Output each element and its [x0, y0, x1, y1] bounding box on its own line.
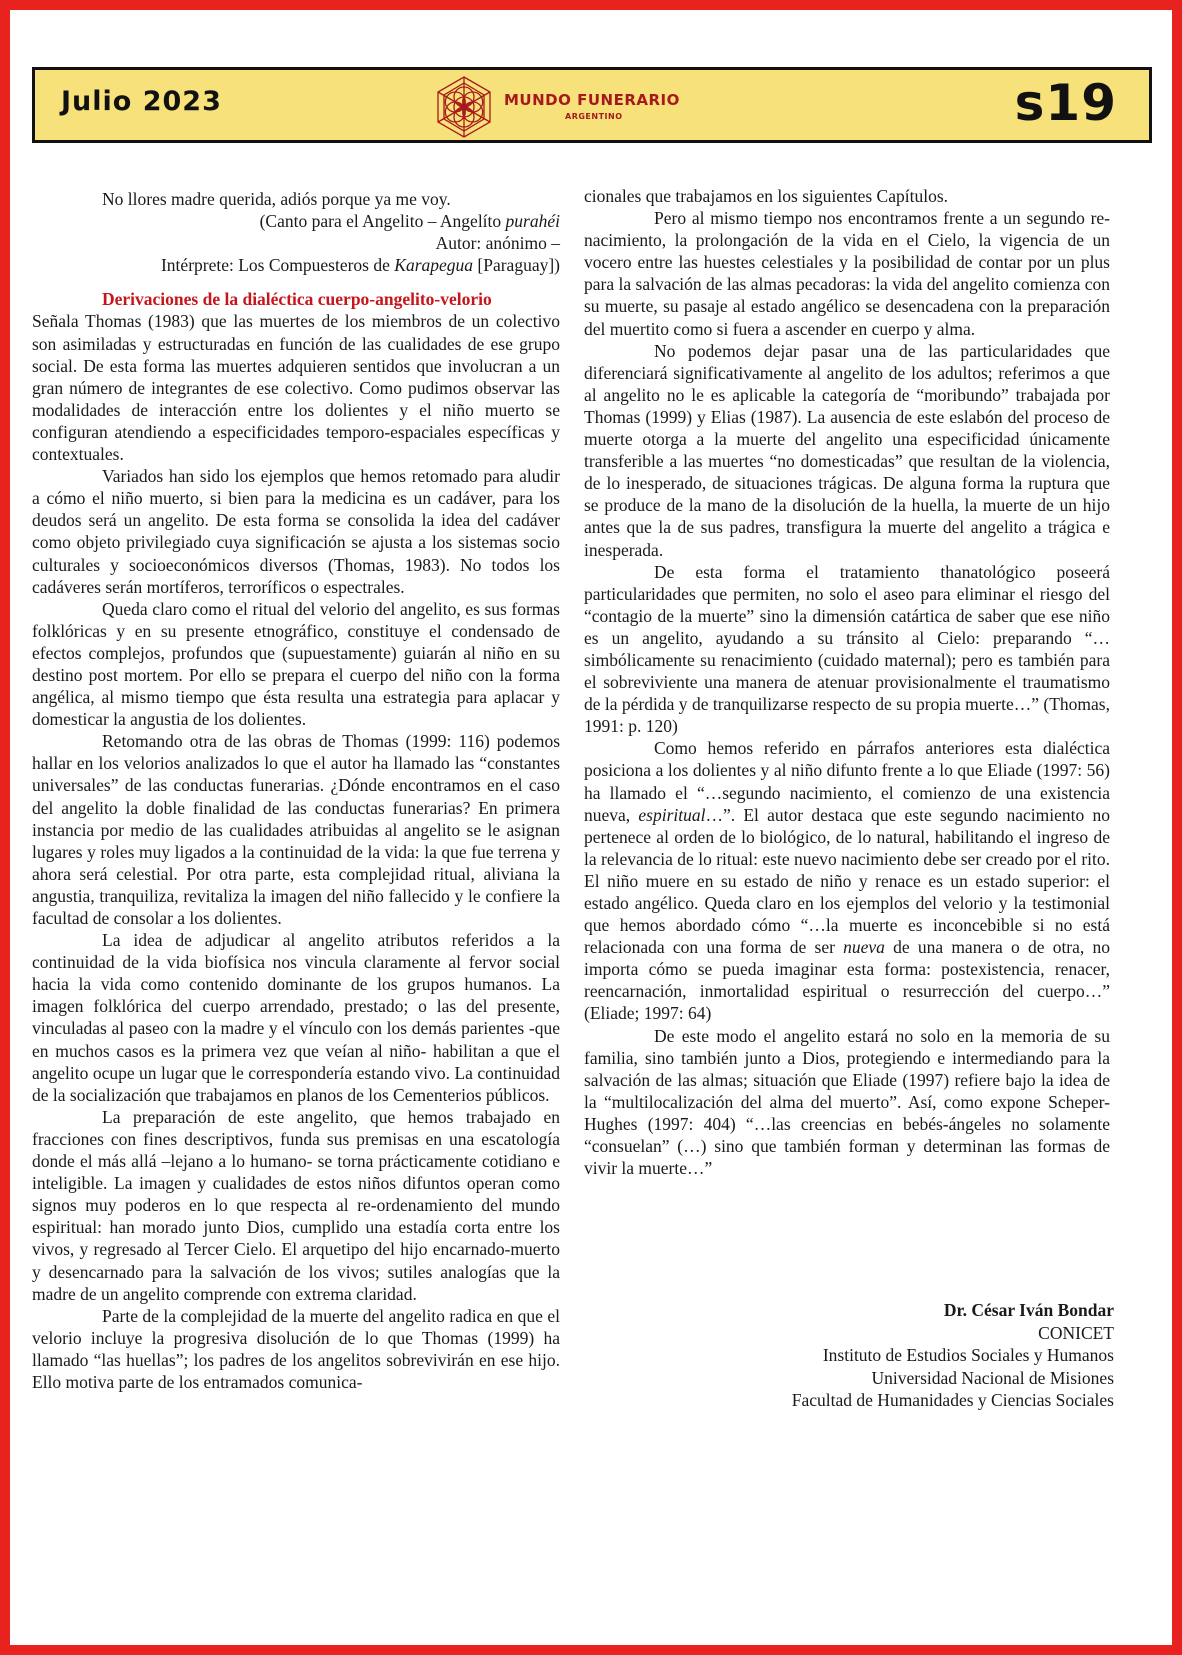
paragraph: No podemos dejar pasar una de las particularidades que diferenciará significativamente al angelito de los adultos; referimos a que al angelito no le es aplicable la categoría de “moribundo” trabajada por Thomas (1999) y Elias (1987). La ausencia de este eslabón del proceso de muerte otorga a la muerte del angelito una especificidad únicamente transferible a las muertes “no domesticadas” que resultan de la violencia, de lo inesperado, de situaciones trágicas. De alguna forma la ruptura que se produce de la mano de la disolución de la huella, la muerte de un hijo antes que la de sus padres, transfigura la muerte del angelito a trágica e inesperada.	[584, 340, 1110, 560]
left-column	[32, 188, 560, 1393]
paragraph: cionales que trabajamos en los siguientes Capítulos.	[584, 186, 949, 206]
affiliation-line: Universidad Nacional de Misiones	[871, 1367, 1114, 1388]
paragraph: Como hemos referido en párrafos anteriores esta dialéctica posiciona a los dolientes y al niño difunto frente a lo que Eliade (1997: 56) ha llamado el “…segundo nacimiento, el comienzo de una existencia nueva, espiritual…”. El autor destaca que este segundo nacimiento no pertenece al orden de lo biológico, de lo natural, habilitando el ingreso de la relevancia de lo ritual: este nuevo nacimiento debe ser creado por el rito. El niño muere en su estado de niño y renace es un estado superior: el estado angélico. Queda claro en los ejemplos del velorio y la testimonial que hemos abordado cómo “…la muerte es inconcebible si no está relacionada con una forma de ser nueva de una manera o de otra, no importa cómo se pueda imaginar esta forma: postexistencia, renacer, reencarnación, inmortalidad espiritual o resurrección del cuerpo…” (Eliade; 1997: 64)	[584, 738, 1110, 1024]
affiliation-line: CONICET	[1038, 1322, 1114, 1343]
section-heading: Derivaciones de la dialéctica cuerpo-angelito-velorio	[102, 289, 492, 310]
paragraph: Variados han sido los ejemplos que hemos retomado para aludir a cómo el niño muerto, si bien para la medicina es un cadáver, para los deudos será un angelito. De esta forma se consolida la idea del cadáver como objeto privilegiado cuya significación se ajusta a los sistemas socio culturales y socioeconómicos diversos (Thomas, 1983). No todos los cadáveres serán mortíferos, terroríficos o espectrales.	[32, 466, 560, 597]
song-credits	[32, 210, 560, 276]
affiliation-line: Facultad de Humanidades y Ciencias Sociales	[791, 1390, 1114, 1410]
paragraph: Señala Thomas (1983) que las muertes de los miembros de un colectivo son asimiladas y estructuradas en función de las cualidades de ese grupo social. De esta forma las muertes adquieren sentidos que involucran a un gran número de integrantes de ese colectivo. Como pudimos observar las modalidades de interacción entre los dolientes y el niño muerto se configuran atendiendo a especificidades temporo-espaciales específicas y contextuales.	[32, 311, 560, 465]
author-name: Dr. César Iván Bondar	[943, 1300, 1114, 1320]
paragraph: Pero al mismo tiempo nos encontramos frente a un segundo re-nacimiento, la prolongación de la vida en el Cielo, la vigencia de un vocero entre las huestes celestiales y la posibilidad de contar por un plus para la salvación de las almas pecadoras: la vida del angelito comienza con su muerte, su pasaje al estado angélico se desencadena con la preparación del muertito como si fuera a ascender en cuerpo y alma.	[584, 208, 1110, 339]
issue-date: Julio 2023	[61, 86, 222, 117]
affiliation-line: Instituto de Estudios Sociales y Humanos	[822, 1345, 1114, 1365]
right-column	[584, 185, 1110, 1179]
credit-line-2: Autor: anónimo –	[435, 233, 560, 254]
credit-line-1: (Canto para el Angelito – Angelíto purahéi	[259, 211, 560, 232]
brand-subtitle: ARGENTINO	[565, 112, 623, 121]
paragraph: De esta forma el tratamiento thanatológico poseerá particularidades que permiten, no solo el aseo para eliminar el riesgo del “contagio de la muerte” sino la dimensión catártica de saber que ese niño es un angelito, ayudando a su tránsito al Cielo: preparando “…simbólicamente su renacimiento (cuidado maternal); pero es también para el sobreviviente una manera de atenuar provisionalmente el traumatismo de la pérdida y de tranquilizarse respecto de su propia muerte…” (Thomas, 1991: p. 120)	[584, 561, 1110, 737]
brand-name: MUNDO FUNERARIO	[504, 91, 680, 109]
paragraph: De este modo el angelito estará no solo en la memoria de su familia, sino también junto a Dios, protegiendo e intermediando para la salvación de las almas; situación que Eliade (1997) refiere bajo la idea de la “multilocalización del alma del muerto”. Así, como expone Scheper-Hughes (1997: 404) “…las creencias en bebés-ángeles no solamente “consuelan” (…) sino que también forman y determinan las formas de vivir la muerte…”	[584, 1025, 1110, 1179]
page-header	[32, 67, 1152, 143]
credit-line-3: Intérprete: Los Compuesteros de Karapegua [Paraguay])	[160, 255, 560, 276]
paragraph: La idea de adjudicar al angelito atributos referidos a la continuidad de la vida biofísica nos vincula claramente al fervor social hacia la vida como contenido dominante de los grupos humanos. La imagen folklórica del cuerpo arrendado, prestado; o las del presente, vinculadas al paseo con la madre y el vínculo con los demás parientes -que en muchos casos es la primera vez que veían al niño- habilitan a que el angelito ocupe un lugar que le correspondería estando vivo. La continuidad de la socialización que trabajamos en planos de los Cementerios públicos.	[32, 930, 560, 1105]
paragraph: Queda claro como el ritual del velorio del angelito, es sus formas folklóricas y en su presente etnográfico, constituye el condensado de efectos complejos, profundos que (supuestamente) guiarán al niño en su destino post mortem. Por ello se prepara el cuerpo del niño con la forma angélica, al mismo tiempo que ésta resulta una estrategia para aplacar y domesticar la angustia de los dolientes.	[32, 598, 560, 730]
flower-of-life-icon	[432, 75, 496, 139]
poem-line: No llores madre querida, adiós porque ya me voy.	[102, 189, 451, 209]
page	[10, 10, 1172, 1645]
paragraph: La preparación de este angelito, que hemos trabajado en fracciones con fines descriptivos, funda sus premisas en una escatología donde el más allá –lejano a lo humano- se torna prácticamente cotidiano e inteligible. La imagen y cualidades de estos niños difuntos operan como signos muy poderos en lo que respecta al re-ordenamiento del mundo espiritual: han morado junto Dios, cumplido una estadía corta entre los vivos, y regresado al Tercer Cielo. El arquetipo del hijo encarnado-muerto y desencarnado para la salvación de los vivos; sutiles analogías que la madre de un angelito comprende con extrema claridad.	[32, 1106, 560, 1304]
author-signature	[792, 1299, 1114, 1412]
paragraph: Retomando otra de las obras de Thomas (1999: 116) podemos hallar en los velorios analizados lo que el autor ha llamado las “constantes universales” de las conductas funerarias. ¿Dónde encontramos en el caso del angelito la doble finalidad de las conductas funerarias? En primera instancia por medio de las cualidades atribuidas al angelito se le asignan lugares y roles muy ligados a la continuidad de la vida: la que fue terrena y ahora será celestial. Por otra parte, esta complejidad ritual, aliviana la angustia, tranquiliza, revitaliza la imagen del niño fallecido y le confiere la facultad de consolar a los dolientes.	[32, 731, 560, 928]
paragraph: Parte de la complejidad de la muerte del angelito radica en que el velorio incluye la progresiva disolución de lo que Thomas (1999) ha llamado “las huellas”; los padres de los angelitos sobrevivirán en ese hijo. Ello motiva parte de los entramados comunica-	[32, 1305, 560, 1392]
page-number: s19	[1014, 74, 1117, 132]
